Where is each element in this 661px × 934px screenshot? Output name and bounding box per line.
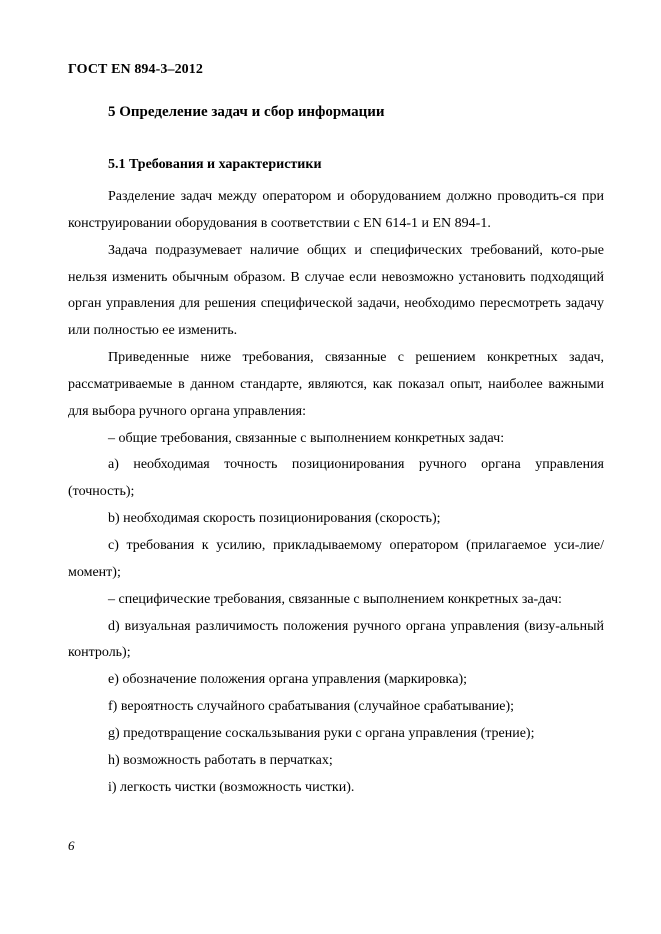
body-text (68, 184, 604, 801)
page-number: 6 (68, 838, 75, 853)
list-item: c) требования к усилию, прикладываемому оператором (прилагаемое уси-лие/момент); (68, 537, 604, 580)
list-item: g) предотвращение соскальзывания руки с органа управления (трение); (108, 725, 535, 741)
paragraph: Задача подразумевает наличие общих и специфических требований, кото-рые нельзя изменить обычным образом. В случае если невозможно установить подходящий орган управления для решения специфической задачи, необходимо пересмотреть задачу или полностью ее изменить. (68, 242, 604, 339)
list-intro-specific: – специфические требования, связанные с выполнением конкретных за-дач: (108, 591, 562, 607)
list-item: e) обозначение положения органа управления (маркировка); (108, 672, 468, 688)
section-title: 5 Определение задач и сбор информации (108, 104, 385, 120)
list-item: i) легкость чистки (возможность чистки). (108, 779, 355, 795)
list-item: d) визуальная различимость положения ручного органа управления (визу-альный контроль); (68, 618, 604, 661)
list-item: f) вероятность случайного срабатывания (случайное срабатывание); (108, 699, 515, 715)
paragraph: Приведенные ниже требования, связанные с решением конкретных задач, рассматриваемые в данном стандарте, являются, как показал опыт, наиболее важными для выбора ручного органа управления: (68, 350, 604, 419)
list-item: a) необходимая точность позиционирования ручного органа управления (точность); (68, 457, 604, 500)
list-item: b) необходимая скорость позиционирования (скорость); (108, 511, 441, 527)
list-item: h) возможность работать в перчатках; (108, 752, 333, 768)
document-header: ГОСТ EN 894-3–2012 (68, 62, 203, 77)
subsection-title: 5.1 Требования и характеристики (108, 157, 322, 172)
list-intro-general: – общие требования, связанные с выполнением конкретных задач: (108, 430, 505, 446)
paragraph: Разделение задач между оператором и оборудованием должно проводить-ся при конструировании оборудования в соответствии с EN 614-1 и EN 894-1. (68, 189, 604, 231)
